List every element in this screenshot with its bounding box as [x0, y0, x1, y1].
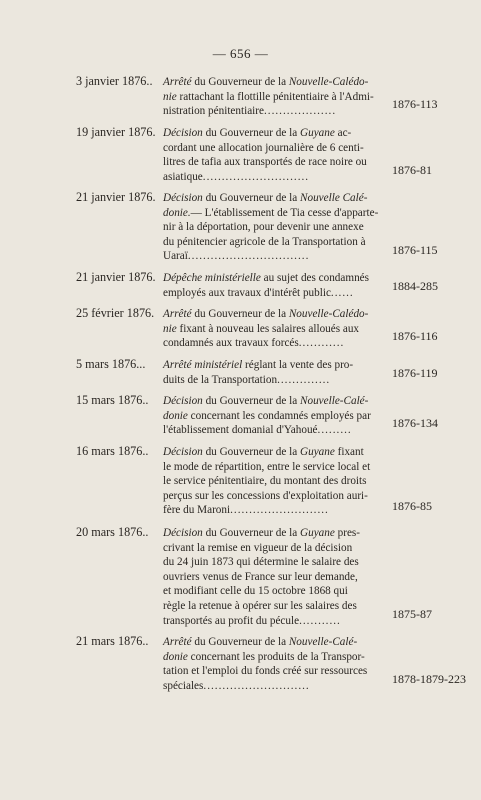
entry-date: 21 mars 1876.. — [76, 634, 149, 648]
entry-date: 20 mars 1876.. — [76, 525, 149, 539]
entry-reference: 1875-87 — [392, 607, 432, 621]
entry-date: 3 janvier 1876.. — [76, 74, 153, 88]
entry-reference: 1876-85 — [392, 499, 432, 513]
entry-reference: 1884-285 — [392, 279, 438, 293]
page-number: — 656 — — [212, 46, 269, 61]
entry-description: Décision du Gouverneur de la Guyane pres- crivant la remise en vigueur de la décision du 24 juin 1873 qui détermine le salaire des ouvriers venus de France sur leur demande, et modifiant celle du 15 octobre 1868 qui règle la retenue à opérer sur les salaires des transportés au profit du pécule........... — [163, 527, 360, 627]
entry-reference: 1878-1879-223 — [392, 672, 466, 686]
entry-description: Arrêté du Gouverneur de la Nouvelle-Calédo- nie fixant à nouveau les salaires alloués aux condamnés aux travaux forcés............ — [163, 308, 369, 350]
entry-reference: 1876-116 — [392, 329, 438, 343]
entry-description: Arrêté du Gouverneur de la Nouvelle-Calédo- nie rattachant la flottille pénitentiaire à l'Admi- nistration pénitentiaire................... — [163, 76, 374, 118]
entry-date: 21 janvier 1876. — [76, 190, 156, 204]
entry-reference: 1876-115 — [392, 243, 438, 257]
entry-description: Décision du Gouverneur de la Nouvelle-Calé- donie concernant les condamnés employés par l'établissement domanial d'Yahoué......... — [163, 395, 371, 437]
entry-reference: 1876-113 — [392, 97, 438, 111]
entry-date: 25 février 1876. — [76, 306, 155, 320]
entry-reference: 1876-134 — [392, 416, 438, 430]
entry-date: 5 mars 1876... — [76, 357, 146, 371]
entry-description: Arrêté du Gouverneur de la Nouvelle-Calé- donie concernant les produits de la Transpor- tation et l'emploi du fonds créé sur ressources spéciales............................ — [163, 636, 368, 692]
entry-description: Décision du Gouverneur de la Nouvelle Calé- donie.— L'établissement de Tia cesse d'apparte- nir à la déportation, pour devenir une annexe du pénitencier agricole de la Transportation à Uaraï................................ — [163, 192, 379, 263]
entry-reference: 1876-81 — [392, 163, 432, 177]
entry-date: 21 janvier 1876. — [76, 270, 156, 284]
entry-description: Décision du Gouverneur de la Guyane fixant le mode de répartition, entre le service local et le service pénitentiaire, du montant des droits perçus sur les concessions d'exploitation auri- fère du Maroni.......................... — [163, 446, 371, 517]
entry-date: 16 mars 1876.. — [76, 444, 149, 458]
entry-description: Arrêté ministériel réglant la vente des pro- duits de la Transportation.............. — [163, 359, 354, 386]
entry-date: 19 janvier 1876. — [76, 125, 156, 139]
entry-description: Dépêche ministérielle au sujet des condamnés employés aux travaux d'intérêt public...... — [163, 272, 369, 299]
act-type: Arrêté — [163, 76, 192, 88]
entry-description: Décision du Gouverneur de la Guyane ac- cordant une allocation journalière de 6 centi- litres de tafia aux transportés de race noire ou asiatique............................ — [163, 127, 367, 183]
entry-date: 15 mars 1876.. — [76, 393, 149, 407]
entry-reference: 1876-119 — [392, 366, 438, 380]
